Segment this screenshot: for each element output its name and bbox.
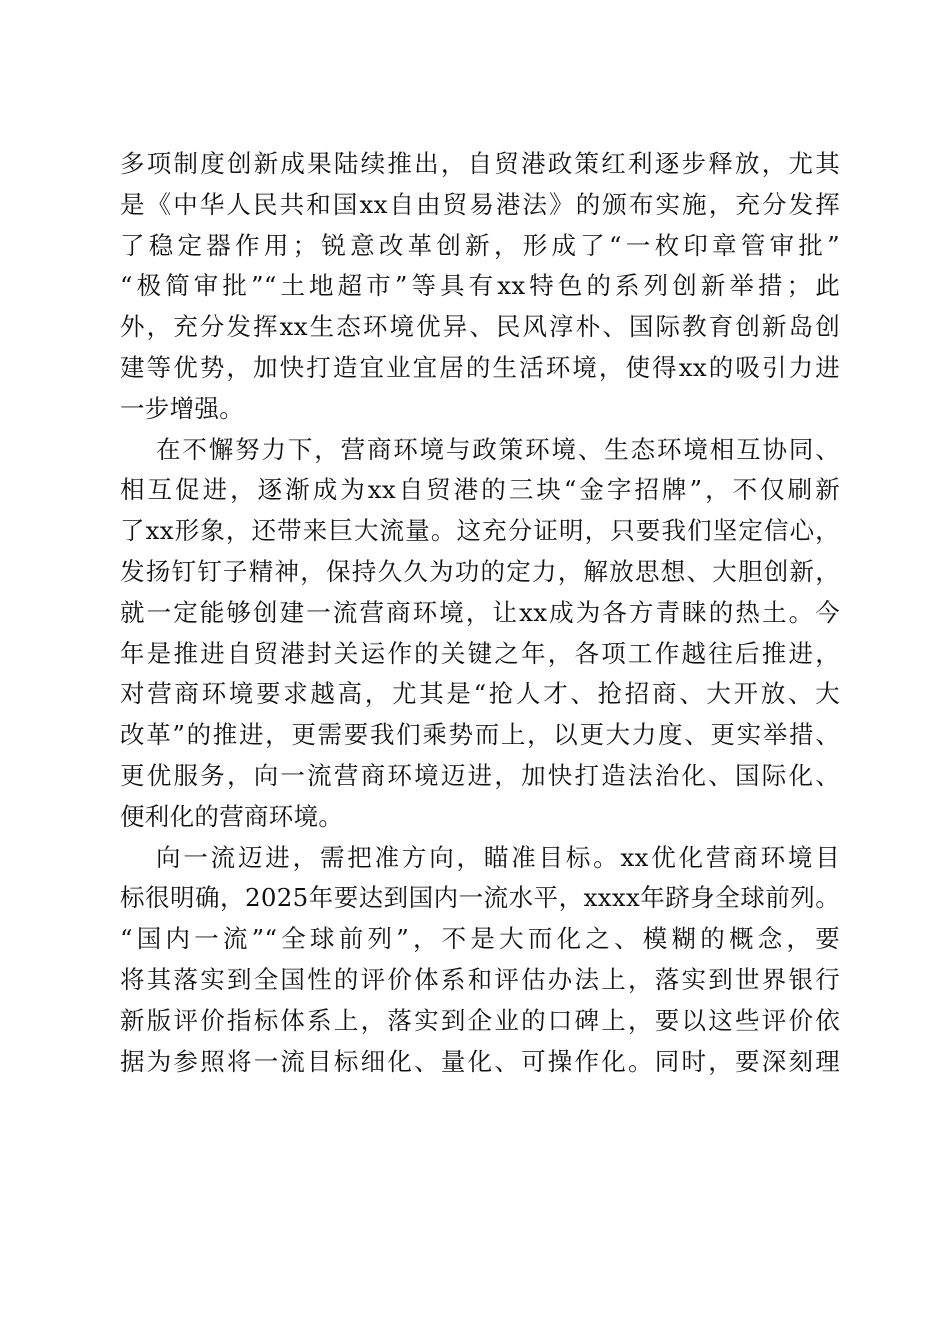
- text-line: “极简审批”“土地超市”等具有xx特色的系列创新举措；此: [120, 271, 840, 301]
- document-body: [120, 144, 840, 1082]
- text-line: 是《中华人民共和国xx自由贸易港法》的颁布实施，充分发挥: [120, 189, 840, 219]
- text-line: 改革”的推进，更需要我们乘势而上，以更大力度、更实举措、: [120, 720, 841, 750]
- text-line: 年是推进自贸港封关运作的关键之年，各项工作越往后推进，: [120, 638, 840, 668]
- paragraph-3: [120, 838, 840, 1083]
- text-line: 就一定能够创建一流营商环境，让xx成为各方青睐的热土。今: [120, 597, 840, 627]
- text-line: 一步增强。: [120, 393, 244, 423]
- text-line: 新版评价指标体系上，落实到企业的口碑上，要以这些评价依: [120, 1005, 840, 1035]
- text-line: 多项制度创新成果陆续推出，自贸港政策红利逐步释放，尤其: [120, 149, 840, 178]
- text-line: 在不懈努力下，营商环境与政策环境、生态环境相互协同、: [156, 434, 840, 464]
- text-line: “国内一流”“全球前列”，不是大而化之、模糊的概念，要: [120, 924, 840, 954]
- paragraph-1: [120, 144, 840, 430]
- text-line: 将其落实到全国性的评价体系和评估办法上，落实到世界银行: [120, 964, 840, 994]
- text-line: 向一流迈进，需把准方向，瞄准目标。xx优化营商环境目: [156, 842, 840, 872]
- text-line: 便利化的营商环境。: [120, 801, 344, 831]
- text-line: 发扬钉钉子精神，保持久久为功的定力，解放思想、大胆创新，: [120, 556, 840, 586]
- text-line: 了xx形象，还带来巨大流量。这充分证明，只要我们坚定信心，: [120, 516, 840, 546]
- text-line: 外，充分发挥xx生态环境优异、民风淳朴、国际教育创新岛创: [120, 312, 840, 342]
- text-line: 了稳定器作用；锐意改革创新，形成了“一枚印章管审批”: [120, 230, 840, 260]
- text-line: 据为参照将一流目标细化、量化、可操作化。同时，要深刻理: [120, 1046, 840, 1076]
- text-line: 更优服务，向一流营商环境迈进，加快打造法治化、国际化、: [120, 760, 840, 790]
- paragraph-2: [120, 430, 840, 838]
- text-line: 对营商环境要求越高，尤其是“抢人才、抢招商、大开放、大: [120, 679, 840, 709]
- text-line: 建等优势，加快打造宜业宜居的生活环境，使得xx的吸引力进: [120, 352, 840, 382]
- text-line: 相互促进，逐渐成为xx自贸港的三块“金字招牌”，不仅刷新: [120, 475, 840, 505]
- text-line: 标很明确，2025年要达到国内一流水平，xxxx年跻身全球前列。: [120, 883, 840, 913]
